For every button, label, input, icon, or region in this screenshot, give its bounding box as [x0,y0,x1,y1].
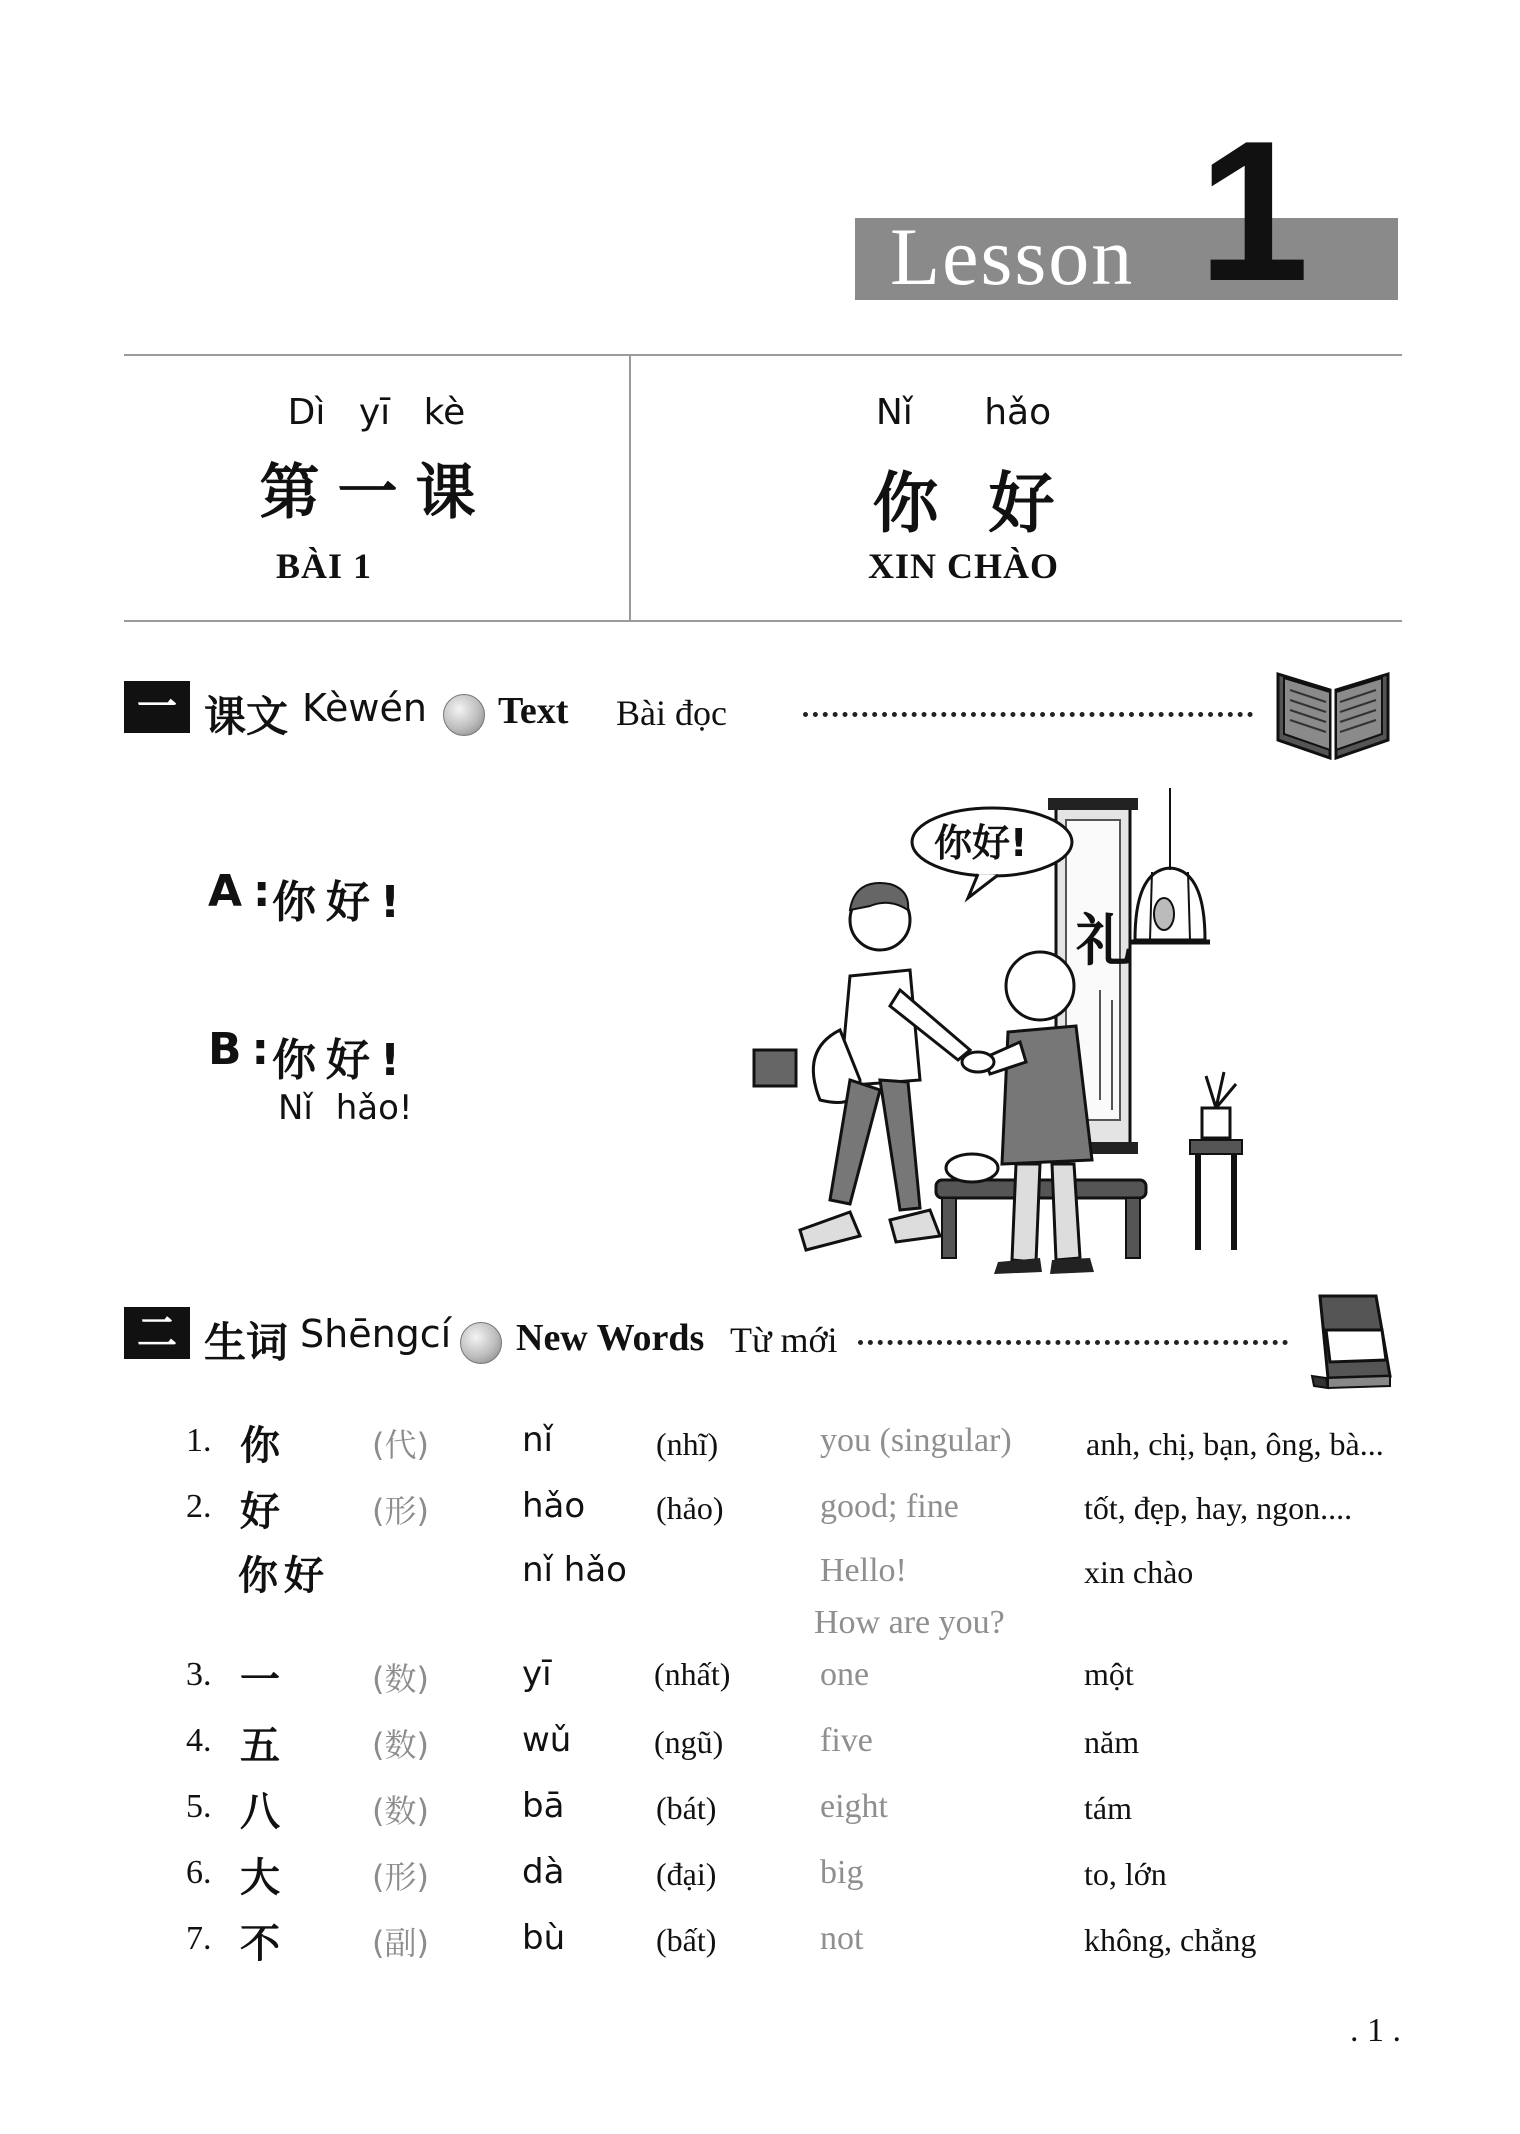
vocab-hanzi: 大 [240,1855,286,1901]
lesson-viet: BÀI 1 [275,546,373,586]
vocab-vietnamese: anh, chị, bạn, ông, bà... [1086,1426,1384,1462]
speech-bubble [912,808,1072,898]
lesson-number: 1 [1198,100,1310,323]
section2-bullet-icon [460,1322,502,1364]
vocab-pos: (数) [372,1726,429,1764]
vocab-pinyin: hǎo [522,1486,586,1526]
topic-viet: XIN CHÀO [867,546,1059,586]
vocab-number: 4. [186,1722,212,1759]
birdcage [1130,788,1210,942]
vocab-english: not [820,1920,864,1957]
vocab-hanzi: 一 [240,1657,286,1703]
vocab-english: you (singular) [820,1422,1012,1459]
vocab-english: eight [820,1788,888,1825]
section1-zh: 课文 [204,692,289,741]
title-bottom-rule [124,620,1402,622]
dialogue-a-speaker: A: [208,866,281,917]
vocab-hanviet: (nhĩ) [656,1426,719,1462]
vocab-pinyin: wǔ [522,1720,572,1760]
vocab-pinyin: nǐ [522,1420,553,1460]
lesson-banner-word: Lesson [890,211,1135,302]
vocab-english: five [820,1722,873,1759]
section1-number: 一 [137,684,177,730]
vocab-pinyin: nǐ hǎo [522,1550,627,1590]
vocab-pinyin: dà [522,1852,565,1892]
section2-number: 二 [137,1310,177,1356]
vocab-english-alt: How are you? [814,1604,1005,1641]
vocab-pinyin: bā [522,1786,565,1826]
vocab-pos: (代) [372,1426,429,1464]
dialogue-b-line: 你好! [272,1035,411,1086]
dialogue-a-line: 你好! [272,877,411,928]
greeting-illustration [740,780,1260,1280]
vocab-pos: (形) [372,1492,429,1530]
vocab-pos: (数) [372,1660,429,1698]
scroll-character: 礼 [1076,909,1132,974]
vocab-english: Hello! [820,1552,907,1589]
topic-pinyin: Nǐ hǎo [875,392,1052,433]
title-top-rule [124,354,1402,356]
section2-en: New Words [516,1317,705,1359]
section2-zh: 生词 [204,1318,289,1367]
vocab-english: one [820,1656,870,1693]
topic-hanzi: 你好 [872,465,1105,542]
section1-vi: Bài đọc [616,693,727,733]
vocab-number: 7. [186,1920,212,1957]
section1-number-box [124,681,190,733]
vocab-pos: (副) [372,1924,429,1962]
section1-bullet-icon [443,694,485,736]
vocab-hanviet: (ngũ) [654,1724,724,1760]
vocab-number: 5. [186,1788,212,1825]
flashcard-icon [1306,1290,1394,1390]
vocab-hanzi: 八 [240,1789,286,1835]
section2-pinyin: Shēngcí [300,1312,452,1356]
vocab-number: 3. [186,1656,212,1693]
vocab-pos: (数) [372,1792,429,1830]
vocab-pinyin: yī [522,1654,552,1694]
page-number: . 1 . [1350,2012,1401,2049]
vocab-pinyin: bù [522,1918,566,1958]
section1-pinyin: Kèwén [302,686,427,730]
vocab-number: 2. [186,1488,212,1525]
vocab-hanviet: (hảo) [656,1490,724,1526]
vocab-hanzi: 好 [240,1489,286,1535]
vocab-hanzi: 五 [240,1723,286,1769]
vocab-hanzi: 你 [240,1423,286,1469]
lesson-hanzi: 第一课 [259,458,494,528]
vocab-number: 6. [186,1854,212,1891]
section2-number-box [124,1307,190,1359]
vocab-hanzi: 不 [240,1921,286,1967]
vocab-hanviet: (bát) [656,1790,717,1826]
vocab-vietnamese: tám [1084,1790,1132,1826]
section1-en: Text [498,690,569,732]
vocab-number: 1. [186,1422,212,1459]
section2-dotted-leader [858,1340,1288,1345]
vocab-pos: (形) [372,1858,429,1896]
dialogue-b-pinyin: Nǐ hǎo! [278,1088,413,1128]
section2-vi: Từ mới [730,1320,838,1360]
handshake [962,1052,994,1072]
plant-stand [1190,1072,1242,1250]
vocab-hanviet: (nhất) [654,1656,731,1692]
section1-dotted-leader [803,712,1253,717]
lesson-pinyin: Dì yī kè [287,392,466,433]
vocab-vietnamese: to, lớn [1084,1856,1167,1892]
vocab-hanviet: (đại) [656,1856,717,1892]
vocab-vietnamese: tốt, đẹp, hay, ngon.... [1084,1490,1353,1526]
vocab-english: good; fine [820,1488,959,1525]
vocab-vietnamese: không, chẳng [1084,1922,1257,1958]
vocab-vietnamese: xin chào [1084,1554,1194,1590]
speech-bubble-text: 你好! [934,821,1028,865]
dialogue-b-speaker: B: [208,1024,280,1075]
vocab-vietnamese: một [1084,1656,1134,1692]
vocab-hanzi: 你好 [238,1553,330,1599]
open-book-icon [1274,668,1392,760]
vocab-hanviet: (bất) [656,1922,717,1958]
vocab-english: big [820,1854,864,1891]
vocab-vietnamese: năm [1084,1724,1140,1760]
